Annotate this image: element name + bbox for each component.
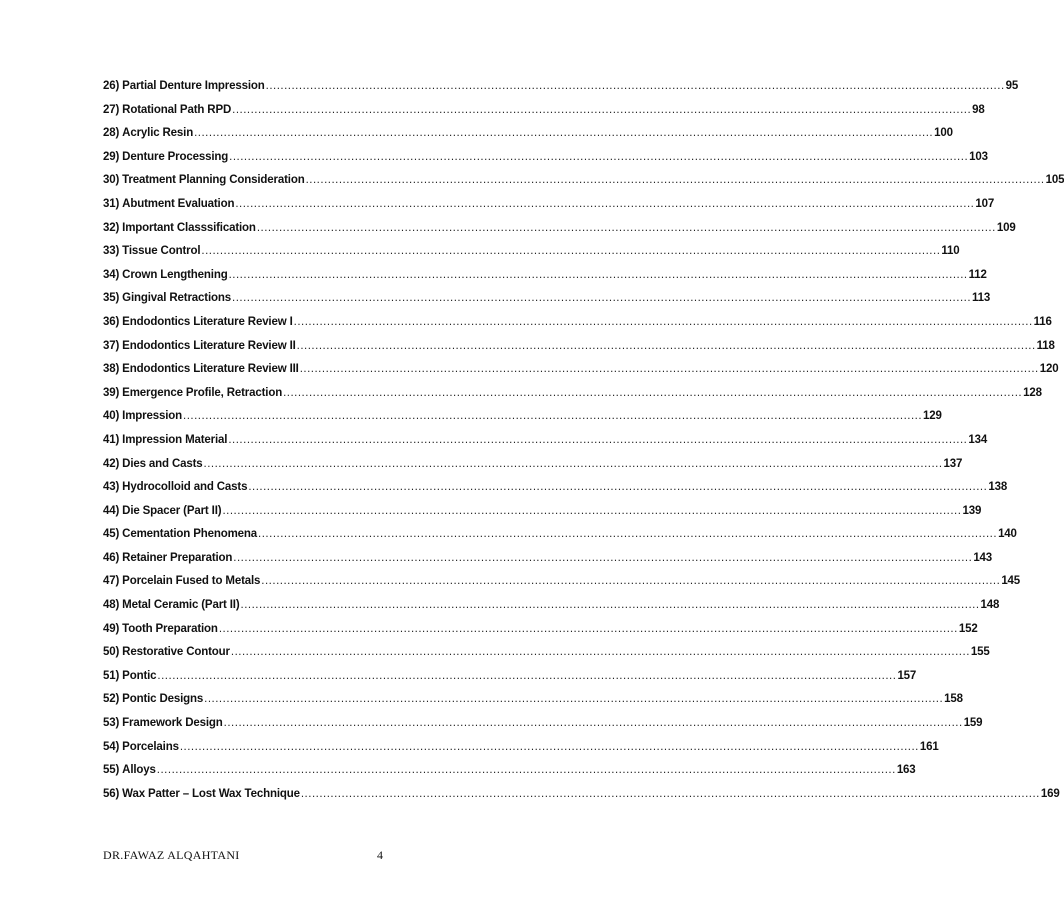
toc-entry-page: 143 <box>973 551 993 564</box>
toc-entry[interactable] <box>103 764 916 788</box>
toc-entry-title: Tooth Preparation <box>122 622 218 635</box>
toc-entry[interactable] <box>103 481 1008 505</box>
toc-entry-page: 155 <box>970 646 990 659</box>
toc-dot-leader: ........................................................................................................................................................................................................ <box>293 315 1033 328</box>
toc-entry-page: 109 <box>996 221 1016 234</box>
toc-entry-title: Acrylic Resin <box>122 127 194 140</box>
toc-entry-page: 107 <box>975 197 995 210</box>
toc-dot-leader: ........................................................................................................................................................................................................ <box>283 386 1023 399</box>
toc-entry-title: Emergence Profile, Retraction <box>122 386 283 399</box>
toc-entry-page: 95 <box>1005 80 1019 92</box>
toc-entry[interactable] <box>103 197 995 222</box>
toc-entry[interactable] <box>103 386 1042 411</box>
toc-entry[interactable] <box>103 551 993 576</box>
toc-entry-number: 31) <box>103 197 120 210</box>
toc-entry-title: Endodontics Literature Review II <box>122 339 296 352</box>
footer-author: DR.FAWAZ ALQAHTANI <box>103 848 240 862</box>
toc-entry[interactable] <box>103 740 939 765</box>
toc-entry[interactable] <box>103 245 960 269</box>
toc-entry-number: 40) <box>103 410 120 423</box>
toc-entry[interactable] <box>103 103 985 128</box>
toc-dot-leader: ........................................................................................................................................................................................................ <box>156 764 896 777</box>
toc-entry-number: 27) <box>103 103 120 116</box>
toc-entry[interactable] <box>103 174 1064 198</box>
toc-entry[interactable] <box>103 268 987 293</box>
toc-entry-number: 34) <box>103 268 120 281</box>
toc-entry-page: 116 <box>1033 315 1052 328</box>
toc-entry[interactable] <box>103 127 953 151</box>
toc-entry-title: Important Classsification <box>122 221 256 234</box>
toc-entry-title: Tissue Control <box>122 245 201 258</box>
toc-entry-number: 46) <box>103 551 120 564</box>
toc-dot-leader: ........................................................................................................................................................................................................ <box>240 599 980 612</box>
toc-entry-page: 137 <box>943 457 963 470</box>
toc-entry-title: Impression Material <box>122 433 228 446</box>
toc-entry-page: 152 <box>958 622 978 635</box>
toc-entry-number: 53) <box>103 717 120 730</box>
toc-entry-number: 45) <box>103 528 120 541</box>
toc-entry[interactable] <box>103 315 1052 340</box>
toc-entry[interactable] <box>103 363 1059 387</box>
toc-dot-leader: ........................................................................................................................................................................................................ <box>201 245 941 258</box>
toc-entry[interactable] <box>103 669 917 694</box>
toc-dot-leader: ........................................................................................................................................................................................................ <box>296 339 1036 352</box>
toc-dot-leader: ........................................................................................................................................................................................................ <box>232 103 972 116</box>
toc-entry-title: Gingival Retractions <box>122 292 232 305</box>
toc-entry-page: 129 <box>923 410 942 423</box>
toc-entry-page: 128 <box>1023 386 1042 399</box>
toc-entry-number: 54) <box>103 740 120 753</box>
toc-entry-title: Treatment Planning Consideration <box>122 174 305 187</box>
toc-entry-title: Framework Design <box>122 717 223 730</box>
toc-dot-leader: ........................................................................................................................................................................................................ <box>218 622 958 635</box>
toc-dot-leader: ........................................................................................................................................................................................................ <box>229 150 969 163</box>
toc-entry[interactable] <box>103 504 982 529</box>
toc-entry[interactable] <box>103 575 1021 599</box>
toc-entry-number: 55) <box>103 764 120 777</box>
toc-entry-title: Pontic Designs <box>122 693 204 706</box>
toc-dot-leader: ........................................................................................................................................................................................................ <box>179 740 919 753</box>
toc-entry[interactable] <box>103 339 1055 364</box>
toc-entry[interactable] <box>103 150 988 175</box>
toc-entry[interactable] <box>103 599 1000 623</box>
toc-entry-page: 98 <box>972 103 985 116</box>
toc-entry-number: 32) <box>103 221 120 234</box>
toc-entry-title: Pontic <box>122 669 157 682</box>
toc-dot-leader: ........................................................................................................................................................................................................ <box>256 221 996 234</box>
toc-entry-number: 38) <box>103 363 120 376</box>
toc-entry-page: 105 <box>1045 174 1064 187</box>
toc-entry-page: 134 <box>968 433 988 446</box>
toc-entry-number: 41) <box>103 433 120 446</box>
toc-dot-leader: ........................................................................................................................................................................................................ <box>223 717 963 730</box>
toc-entry-number: 50) <box>103 646 120 659</box>
toc-dot-leader: ........................................................................................................................................................................................................ <box>203 457 943 470</box>
toc-entry-number: 35) <box>103 292 120 305</box>
toc-entry-page: 139 <box>962 504 982 517</box>
toc-entry[interactable] <box>103 457 963 482</box>
toc-entry[interactable] <box>103 646 990 670</box>
toc-entry-number: 28) <box>103 127 120 140</box>
toc-dot-leader: ........................................................................................................................................................................................................ <box>300 787 1040 800</box>
toc-entry[interactable] <box>103 622 978 647</box>
toc-dot-leader: ........................................................................................................................................................................................................ <box>299 363 1039 376</box>
toc-entry-title: Alloys <box>122 764 156 777</box>
toc-entry-page: 118 <box>1036 339 1055 352</box>
footer-page-number: 4 <box>377 848 383 862</box>
toc-entry[interactable] <box>103 221 1016 246</box>
toc-entry[interactable] <box>103 717 983 741</box>
toc-entry-title: Cementation Phenomena <box>122 528 258 541</box>
toc-entry-title: Retainer Preparation <box>122 551 233 564</box>
toc-dot-leader: ........................................................................................................................................................................................................ <box>228 268 968 281</box>
toc-entry-title: Denture Processing <box>122 150 229 163</box>
toc-entry-page: 140 <box>998 528 1017 541</box>
toc-entry-number: 47) <box>103 575 120 588</box>
toc-dot-leader: ........................................................................................................................................................................................................ <box>157 669 897 682</box>
toc-entry-page: 103 <box>969 150 988 163</box>
toc-entry-page: 112 <box>968 268 987 281</box>
toc-entry-number: 56) <box>103 787 120 800</box>
toc-entry-number: 33) <box>103 245 120 258</box>
toc-dot-leader: ........................................................................................................................................................................................................ <box>305 174 1045 187</box>
toc-entry-title: Die Spacer (Part II) <box>122 504 222 517</box>
toc-entry-number: 30) <box>103 174 120 187</box>
toc-entry-title: Endodontics Literature Review I <box>122 315 293 328</box>
toc-entry-number: 29) <box>103 150 120 163</box>
toc-entry-number: 44) <box>103 504 120 517</box>
toc-entry-title: Restorative Contour <box>122 646 230 659</box>
toc-entry-title: Porcelain Fused to Metals <box>122 575 261 588</box>
toc-entry-title: Metal Ceramic (Part II) <box>122 599 240 612</box>
table-of-contents <box>103 80 1064 811</box>
toc-dot-leader: ........................................................................................................................................................................................................ <box>230 646 970 659</box>
toc-entry-number: 48) <box>103 599 120 612</box>
toc-dot-leader: ........................................................................................................................................................................................................ <box>248 481 988 494</box>
toc-dot-leader: ........................................................................................................................................................................................................ <box>194 127 934 140</box>
toc-dot-leader: ........................................................................................................................................................................................................ <box>232 292 972 305</box>
toc-entry-page: 159 <box>963 717 983 730</box>
toc-entry-page: 161 <box>919 740 939 753</box>
toc-entry-number: 49) <box>103 622 120 635</box>
toc-dot-leader: ........................................................................................................................................................................................................ <box>228 433 968 446</box>
toc-entry-page: 138 <box>988 481 1008 494</box>
toc-entry-page: 100 <box>934 127 953 140</box>
toc-entry-page: 120 <box>1039 363 1059 376</box>
toc-entry[interactable] <box>103 433 988 458</box>
toc-entry-number: 36) <box>103 315 120 328</box>
toc-dot-leader: ........................................................................................................................................................................................................ <box>183 410 923 423</box>
toc-entry-page: 110 <box>941 245 960 258</box>
toc-entry-page: 148 <box>980 599 1000 612</box>
toc-dot-leader: ........................................................................................................................................................................................................ <box>265 80 1005 92</box>
toc-entry-page: 157 <box>897 669 917 682</box>
toc-entry-title: Impression <box>122 410 183 423</box>
toc-entry-title: Crown Lengthening <box>122 268 228 281</box>
toc-entry-page: 163 <box>896 764 916 777</box>
toc-entry-title: Rotational Path RPD <box>122 103 232 116</box>
toc-entry-number: 52) <box>103 693 120 706</box>
toc-entry[interactable] <box>103 528 1017 552</box>
toc-entry-title: Endodontics Literature Review III <box>122 363 299 376</box>
toc-entry-page: 113 <box>972 292 991 305</box>
toc-entry[interactable] <box>103 787 1060 812</box>
toc-dot-leader: ........................................................................................................................................................................................................ <box>222 504 962 517</box>
toc-entry[interactable] <box>103 292 991 316</box>
toc-dot-leader: ........................................................................................................................................................................................................ <box>258 528 998 541</box>
toc-entry-title: Hydrocolloid and Casts <box>122 481 248 494</box>
toc-dot-leader: ........................................................................................................................................................................................................ <box>204 693 944 706</box>
toc-dot-leader: ........................................................................................................................................................................................................ <box>233 551 973 564</box>
toc-entry-number: 39) <box>103 386 120 399</box>
toc-entry-number: 42) <box>103 457 120 470</box>
toc-entry[interactable] <box>103 80 1019 104</box>
toc-entry-number: 43) <box>103 481 120 494</box>
toc-entry-number: 26) <box>103 80 120 92</box>
toc-entry-number: 37) <box>103 339 120 352</box>
toc-entry-title: Porcelains <box>122 740 179 753</box>
toc-entry-title: Dies and Casts <box>122 457 203 470</box>
toc-entry-title: Wax Patter – Lost Wax Technique <box>122 787 300 800</box>
toc-entry-page: 169 <box>1040 787 1060 800</box>
toc-dot-leader: ........................................................................................................................................................................................................ <box>261 575 1001 588</box>
toc-entry[interactable] <box>103 693 963 717</box>
toc-entry-title: Partial Denture Impression <box>122 80 265 92</box>
toc-entry-title: Abutment Evaluation <box>122 197 235 210</box>
toc-dot-leader: ........................................................................................................................................................................................................ <box>235 197 975 210</box>
toc-entry-number: 51) <box>103 669 120 682</box>
toc-entry[interactable] <box>103 410 942 434</box>
toc-entry-page: 145 <box>1001 575 1021 588</box>
toc-entry-page: 158 <box>944 693 963 706</box>
